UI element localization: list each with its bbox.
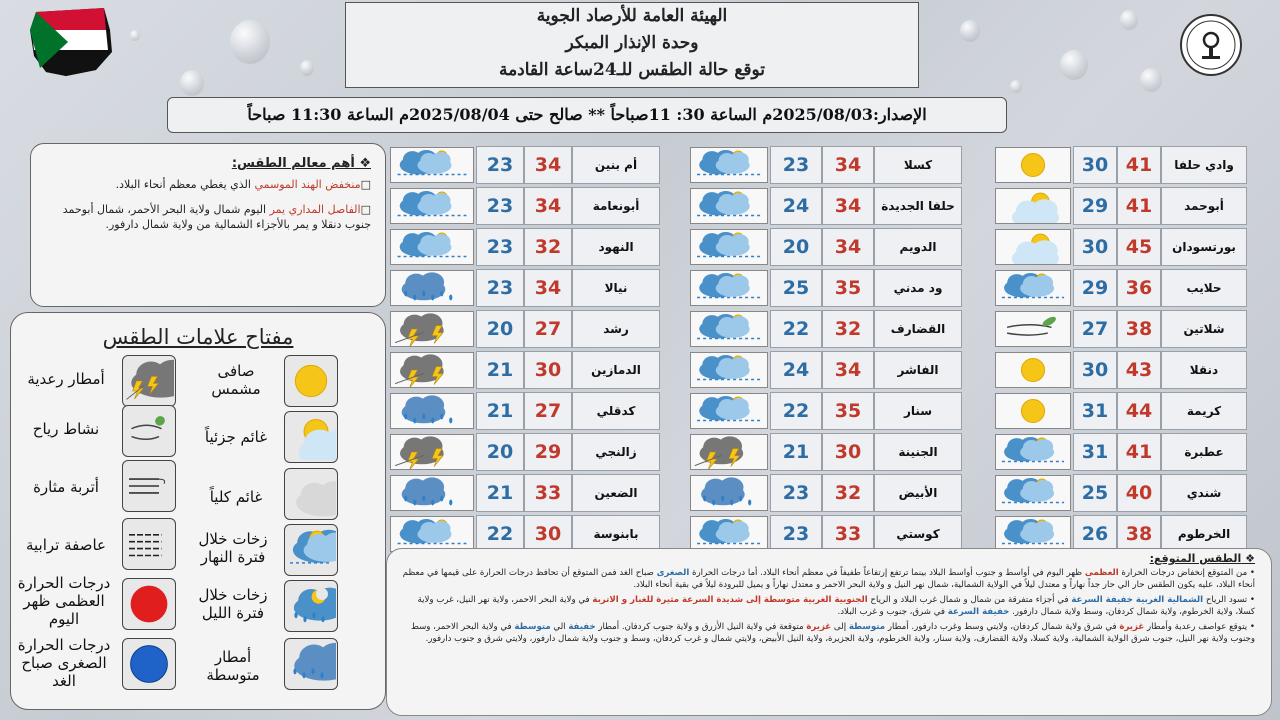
key-dust-icon [122,460,176,512]
city-row [995,433,1247,471]
day-showers-icon [390,516,474,552]
day-showers-icon [690,147,768,183]
city-name: النهود [572,228,660,266]
feature-item-monsoon: □منخفض الهند الموسمي الذي يغطي معظم أنحاء البلاد. [115,178,371,191]
min-temp: 31 [1073,433,1117,471]
city-name: شندي [1161,474,1247,512]
day-showers-icon [995,270,1071,306]
max-temp: 34 [822,351,874,389]
day-showers-icon [390,147,474,183]
max-temp: 34 [822,146,874,184]
city-name: أبونعامة [572,187,660,225]
key-sun-icon [284,355,338,407]
city-row [390,474,660,512]
key-label: عاصفة ترابية [25,536,107,554]
city-name: الجنينة [874,433,962,471]
max-temp: 34 [822,228,874,266]
key-label: أمطار رعدية [27,370,105,388]
min-temp: 31 [1073,392,1117,430]
key-label: نشاط رياح [32,420,100,438]
key-label: صافى مشمس [211,362,261,398]
city-row [390,392,660,430]
min-temp: 21 [476,392,524,430]
city-row [995,310,1247,348]
min-temp: 21 [476,351,524,389]
partly-cloudy-icon [995,188,1071,224]
key-moderate-rain-icon [284,638,338,690]
city-name: أم بنين [572,146,660,184]
day-showers-icon [690,270,768,306]
max-temp: 27 [524,310,572,348]
city-row [690,474,962,512]
min-temp: 21 [476,474,524,512]
key-label: زخات خلال فترة الليل [198,586,268,622]
city-name: ود مدني [874,269,962,307]
city-name: الخرطوم [1161,515,1247,553]
min-temp: 30 [1073,351,1117,389]
day-showers-icon [690,188,768,224]
forecast-wind: • تسود الرياح الشمالية الغربية خفيفة السرعة في أجزاء متفرقة من شمال و شمال غرب البلاد و الرياح الجنوبية الغربية متوسطة إلى شديدة السرعة مثيرة للغبار و الاتربة في ولاية البحر الاحمر، ولاية نهر النيل، غرب ولاية كسلا، ولاية الخرطوم، ولاية شمال كردفان، وسط ولاية شمال دارفور. خفيفة السرعة في شرق، جنوب و غرب البلاد. [417,595,1255,617]
city-name: بورتسودان [1161,228,1247,266]
max-temp: 38 [1117,515,1161,553]
max-temp: 45 [1117,228,1161,266]
key-label: زخات خلال فترة النهار [198,530,268,566]
max-temp: 30 [822,433,874,471]
weather-features-panel [30,143,386,307]
city-row [690,351,962,389]
day-showers-icon [995,516,1071,552]
meteorological-authority-logo-icon [1180,14,1242,76]
max-temp: 27 [524,392,572,430]
key-title: مفتاح علامات الطقس [102,325,294,349]
city-row [390,228,660,266]
city-name: دنقلا [1161,351,1247,389]
min-temp: 22 [476,515,524,553]
city-row [995,474,1247,512]
day-showers-icon [995,475,1071,511]
page-header [345,2,919,88]
min-temp: 23 [770,474,822,512]
moderate-rain-icon [390,270,474,306]
city-row [995,228,1247,266]
max-temp: 32 [822,310,874,348]
wind-icon [995,311,1071,347]
city-name: الفاشر [874,351,962,389]
key-dust-storm-icon [122,518,176,570]
min-temp: 24 [770,351,822,389]
min-temp: 22 [770,310,822,348]
min-temp: 23 [770,515,822,553]
key-label: أمطار متوسطة [206,648,260,684]
min-temp: 20 [770,228,822,266]
forecast-title: ❖ الطقس المتوقع: [1149,552,1255,565]
max-temp: 43 [1117,351,1161,389]
header-forecast-title: توقع حالة الطقس للـ24ساعة القادمة [498,60,766,80]
day-showers-icon [690,393,768,429]
day-showers-icon [690,229,768,265]
key-thunderstorm-icon [122,355,176,407]
city-name: الضعين [572,474,660,512]
forecast-temperature: • من المتوقع إنخفاض درجات الحرارة العظمى ظهر اليوم في أواسط و جنوب أواسط البلاد بينما ترتفع إرتفاعاً طفيفاً في معظم أنحاء البلاد. أما درجات الحرارة الصغرى صباح الغد فمن المتوقع أن تحافظ درجات الحرارة على قيمها في معظم أنحاء البلاد، عليه يكون الطقس حار الي حار جداً نهاراً و معتدل ليلاً في الولاية الشمالية، شمال نهر النيل و ولاية البحر الاحمر و معتدل نهاراً و يميل للبرودة ليلاً في بقية أنحاء البلاد. [402,568,1255,590]
city-row [690,392,962,430]
key-label: غائم جزئياً [204,428,268,446]
city-row [995,187,1247,225]
city-row [390,269,660,307]
city-name: كسلا [874,146,962,184]
key-wind-icon [122,405,176,457]
city-row [995,146,1247,184]
sudan-flag-icon [26,6,114,78]
day-showers-icon [690,311,768,347]
city-row [390,146,660,184]
city-name: عطبرة [1161,433,1247,471]
key-label: أتربة مثارة [33,478,99,496]
min-temp: 20 [476,310,524,348]
key-cloudy-icon [284,468,338,520]
issue-validity-banner: الإصدار:2025/08/03م الساعة 30: 11صباحاً ** صالح حتى 2025/08/04م الساعة 11:30 صباحاً [167,97,1007,133]
max-temp: 38 [1117,310,1161,348]
sun-icon [995,147,1071,183]
min-temp: 23 [476,228,524,266]
city-name: رشد [572,310,660,348]
city-row [690,146,962,184]
min-temp: 29 [1073,269,1117,307]
city-name: الدويم [874,228,962,266]
city-row [995,392,1247,430]
max-temp: 29 [524,433,572,471]
city-name: حلايب [1161,269,1247,307]
sun-icon [995,393,1071,429]
key-night-showers-icon [284,580,338,632]
max-temp: 34 [822,187,874,225]
thunderstorm-icon [390,434,474,470]
min-temp: 29 [1073,187,1117,225]
max-temp: 33 [822,515,874,553]
min-temp: 27 [1073,310,1117,348]
min-temp: 30 [1073,228,1117,266]
max-temp: 41 [1117,187,1161,225]
thunderstorm-icon [390,352,474,388]
thunderstorm-icon [690,434,768,470]
city-name: شلاتين [1161,310,1247,348]
partly-cloudy-icon [995,229,1071,265]
max-temp: 32 [524,228,572,266]
max-temp: 35 [822,269,874,307]
max-temp: 35 [822,392,874,430]
day-showers-icon [390,188,474,224]
day-showers-icon [995,434,1071,470]
city-name: القضارف [874,310,962,348]
key-label: درجات الحرارة العظمى ظهر اليوم [17,574,111,628]
min-temp: 21 [770,433,822,471]
key-label: درجات الحرارة الصغرى صباح الغد [17,636,111,690]
max-temp: 34 [524,269,572,307]
min-temp: 23 [476,269,524,307]
city-row [690,269,962,307]
max-temp: 34 [524,187,572,225]
min-temp: 20 [476,433,524,471]
max-temp: 33 [524,474,572,512]
city-row [690,228,962,266]
day-showers-icon [690,516,768,552]
city-name: بابنوسة [572,515,660,553]
city-name: سنار [874,392,962,430]
city-name: وادي حلفا [1161,146,1247,184]
city-name: زالنجي [572,433,660,471]
city-name: كدقلي [572,392,660,430]
moderate-rain-icon [690,475,768,511]
city-row [995,269,1247,307]
key-day-showers-icon [284,524,338,576]
max-temp: 30 [524,351,572,389]
max-temp: 40 [1117,474,1161,512]
thunderstorm-icon [390,311,474,347]
moderate-rain-icon [390,393,474,429]
expected-weather-panel [386,548,1272,716]
max-temp: 41 [1117,433,1161,471]
key-label: غائم كلياً [209,488,263,506]
min-temp: 25 [1073,474,1117,512]
city-name: أبوحمد [1161,187,1247,225]
min-temp: 30 [1073,146,1117,184]
sun-icon [995,352,1071,388]
city-row [390,310,660,348]
city-name: الدمازين [572,351,660,389]
key-min-temp-icon [122,638,176,690]
min-temp: 26 [1073,515,1117,553]
city-row [690,187,962,225]
city-row [390,351,660,389]
city-row [690,310,962,348]
city-row [390,433,660,471]
city-name: نيالا [572,269,660,307]
min-temp: 23 [476,146,524,184]
city-row [995,351,1247,389]
max-temp: 41 [1117,146,1161,184]
min-temp: 23 [770,146,822,184]
feature-item-itcz: □الفاصل المداري يمر اليوم شمال ولاية البحر الأحمر، شمال أبوحمد جنوب دنقلا و يمر بالأجزاء الشمالية من ولاية شمال دارفور. [62,203,371,231]
header-unit-name: وحدة الإنذار المبكر [565,33,699,53]
city-name: حلفا الجديدة [874,187,962,225]
min-temp: 22 [770,392,822,430]
min-temp: 24 [770,187,822,225]
city-name: كريمة [1161,392,1247,430]
min-temp: 25 [770,269,822,307]
city-name: الأبيض [874,474,962,512]
header-authority-name: الهيئة العامة للأرصاد الجوية [536,6,728,26]
moderate-rain-icon [390,475,474,511]
city-name: كوستي [874,515,962,553]
day-showers-icon [690,352,768,388]
max-temp: 30 [524,515,572,553]
day-showers-icon [390,229,474,265]
key-max-temp-icon [122,578,176,630]
city-row [690,433,962,471]
features-title: ❖ أهم معالم الطقس: [231,156,371,171]
max-temp: 34 [524,146,572,184]
city-row [390,187,660,225]
key-partly-cloudy-icon [284,411,338,463]
forecast-rain: • يتوقع عواصف رعدية وأمطار غزيرة في شرق ولاية شمال كردفان، ولايتي وسط وغرب دارفور. أمطار متوسطة إلى غزيرة متوقعة في ولاية النيل الأزرق و ولاية جنوب كردفان. أمطار خفيفة الي متوسطة في ولاية البحر الاحمر، وسط وجنوب ولاية نهر النيل، جنوب شرق الولاية الشمالية، ولاية كسلا، ولاية القضارف، ولاية سنار، ولاية الخرطوم، ولاية الجزيرة، ولاية النيل الأبيض، ولايتي شمال و غرب كردفان، وسط و جنوب ولاية شمال دارفور، ولايتي شرق و جنوب دارفور. [410,622,1255,644]
min-temp: 23 [476,187,524,225]
max-temp: 32 [822,474,874,512]
max-temp: 36 [1117,269,1161,307]
max-temp: 44 [1117,392,1161,430]
